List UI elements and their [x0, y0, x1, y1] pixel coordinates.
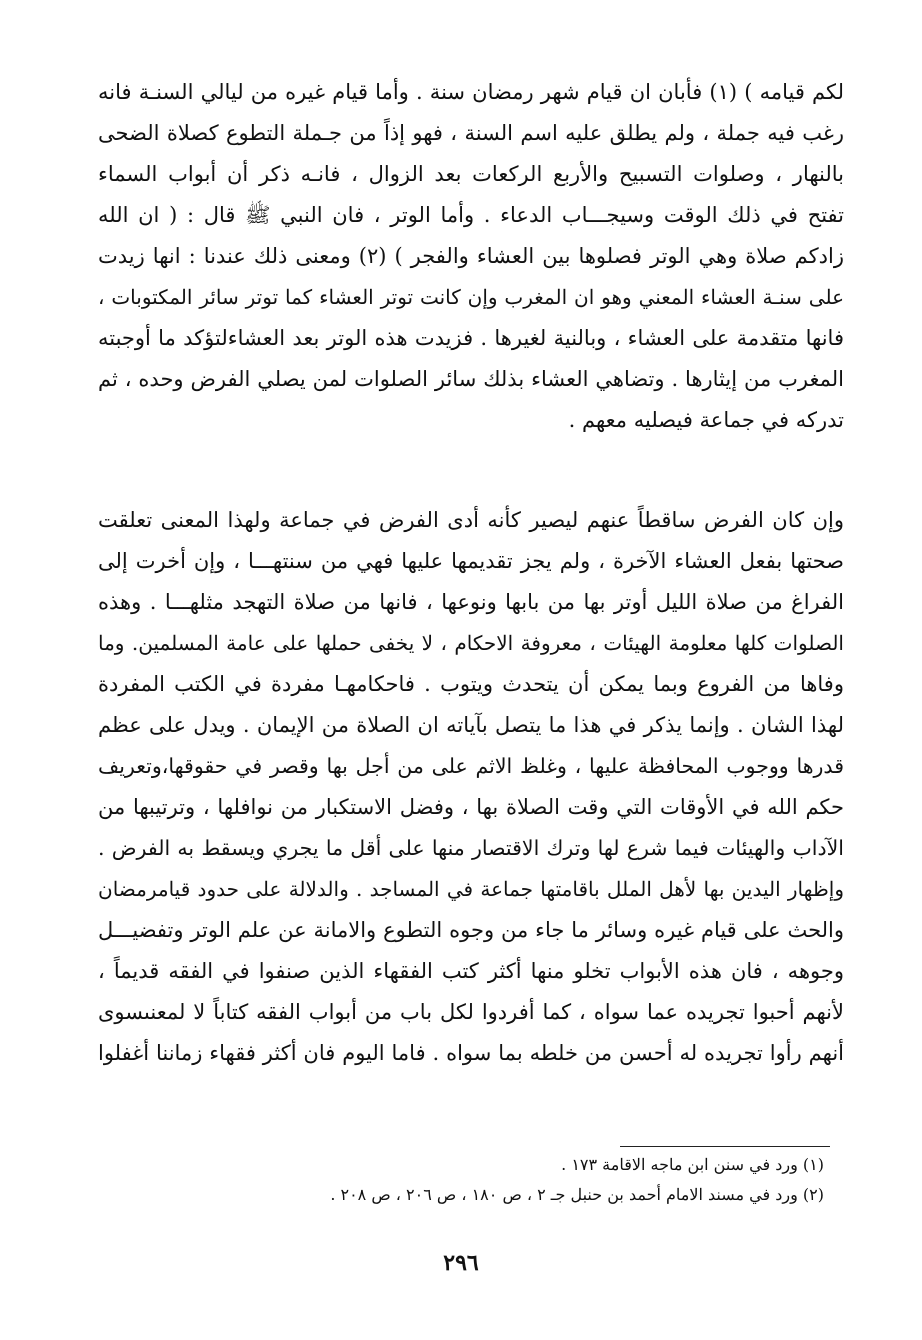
text-line: لكم قيامه ) (١) فأبان ان قيام شهر رمضان سنة . وأما قيام غيره من ليالي السنـة فانه [98, 80, 844, 104]
text-line: والحث على قيام غيره وسائر ما جاء من وجوه التطوع والامانة عن علم الوتر وتفضيـــل [98, 918, 844, 942]
footnote-divider [620, 1146, 830, 1147]
text-line: لأنهم أحبوا تجريده عما سواه ، كما أفردوا لكل باب من أبواب الفقه كتاباً لا لمعنىسوى [98, 1000, 844, 1024]
text-line: تفتح في ذلك الوقت وسيجـــاب الدعاء . وأما الوتر ، فان النبي ﷺ قال : ( ان الله [98, 203, 844, 227]
page-number: ٢٩٦ [443, 1250, 479, 1276]
text-line: بالنهار ، وصلوات التسبيح والأربع الركعات بعد الزوال ، فانـه ذكر أن أبواب السماء [98, 162, 844, 186]
text-line: زادكم صلاة وهي الوتر فصلوها بين العشاء والفجر ) (٢) ومعنى ذلك عندنا : انها زيدت [98, 244, 844, 268]
footnotes [184, 1150, 824, 1210]
text-line: وجوهه ، فان هذه الأبواب تخلو منها أكثر كتب الفقهاء الذين صنفوا في الفقه قديماً ، [98, 959, 844, 983]
text-line: المغرب من إيثارها . وتضاهي العشاء بذلك سائر الصلوات لمن يصلي الفرض وحده ، ثم [98, 367, 844, 391]
text-line: رغب فيه جملة ، ولم يطلق عليه اسم السنة ، فهو إذاً من جـملة التطوع كصلاة الضحى [98, 121, 844, 145]
text-line: على سنـة العشاء المعني وهو ان المغرب وإن كانت توتر العشاء كما توتر سائر المكتوبات ، [98, 285, 844, 309]
text-line: صحتها بفعل العشاء الآخرة ، ولم يجز تقديمها عليها فهي من سنتهـــا ، وإن أخرت إلى [98, 549, 844, 573]
paragraph-1 [98, 72, 844, 441]
text-line: وإن كان الفرض ساقطاً عنهم ليصير كأنه أدى الفرض في جماعة ولهذا المعنى تعلقت [98, 508, 844, 532]
text-line: أنهم رأوا تجريده له أحسن من خلطه بما سواه . فاما اليوم فان أكثر فقهاء زماننا أغفلوا [98, 1041, 844, 1065]
paragraph-2 [98, 500, 844, 1074]
footnote-1: (١) ورد في سنن ابن ماجه الاقامة ١٧٣ . [561, 1155, 824, 1174]
text-line: لهذا الشان . وإنما يذكر في هذا ما يتصل بآياته ان الصلاة من الإيمان . ويدل على عظم [98, 713, 844, 737]
footnote-2: (٢) ورد في مسند الامام أحمد بن حنبل جـ ٢ ، ص ١٨٠ ، ص ٢٠٦ ، ص ٢٠٨ . [330, 1185, 824, 1204]
text-line: وفاها من الفروع وبما يمكن أن يتحدث ويتوب . فاحكامهـا مفردة في الكتب المفردة [98, 672, 844, 696]
text-line: قدرها ووجوب المحافظة عليها ، وغلظ الاثم على من أجل بها وقصر في حقوقها،وتعريف [98, 754, 844, 778]
text-line: وإظهار اليدين بها لأهل الملل باقامتها جماعة في المساجد . والدلالة على حدود قيامرمضان [98, 877, 844, 901]
text-line: تدركه في جماعة فيصليه معهم . [568, 408, 844, 432]
text-line: الآداب والهيئات فيما شرع لها وترك الاقتصار منها على أقل ما يجري ويسقط به الفرض . [98, 836, 844, 860]
text-line: فانها متقدمة على العشاء ، وبالنية لغيرها . فزيدت هذه الوتر بعد العشاءلتؤكد ما أوجبته [98, 326, 844, 350]
text-line: الفراغ من صلاة الليل أوتر بها من بابها ونوعها ، فانها من صلاة التهجد مثلهـــا . وهذه [98, 590, 844, 614]
text-line: الصلوات كلها معلومة الهيئات ، معروفة الاحكام ، لا يخفى حملها على عامة المسلمين. وما [98, 631, 844, 655]
text-line: حكم الله في الأوقات التي وقت الصلاة بها ، وفضل الاستكبار من نوافلها ، وترتيبها من [98, 795, 844, 819]
